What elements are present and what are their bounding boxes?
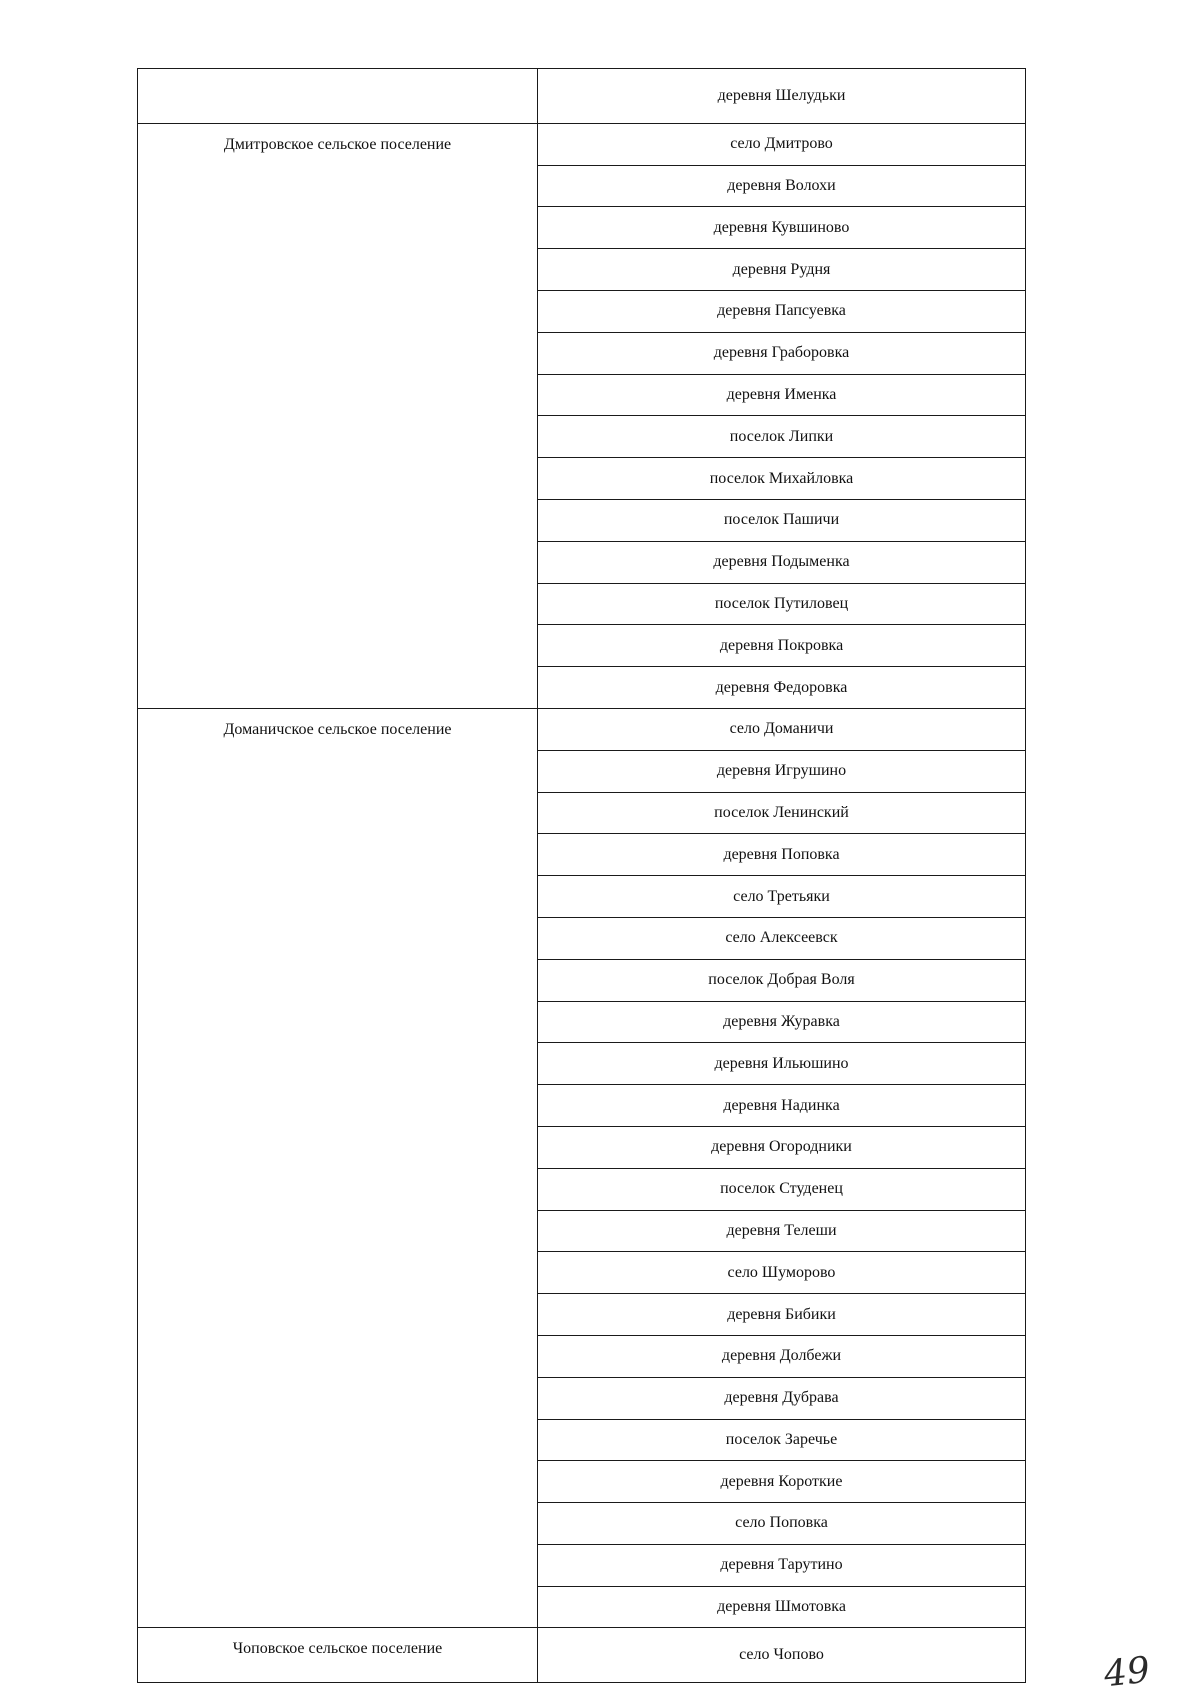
locality-cell: поселок Липки [538, 416, 1026, 458]
locality-cell: деревня Телеши [538, 1210, 1026, 1252]
table-row [138, 708, 1026, 750]
locality-cell: поселок Пашичи [538, 499, 1026, 541]
locality-cell: деревня Покровка [538, 625, 1026, 667]
locality-cell: деревня Шмотовка [538, 1586, 1026, 1628]
table-row [138, 69, 1026, 124]
locality-cell: деревня Федоровка [538, 667, 1026, 709]
locality-cell: деревня Шелудьки [538, 69, 1026, 124]
table-row [138, 1628, 1026, 1683]
locality-cell: деревня Игрушино [538, 750, 1026, 792]
locality-cell: деревня Именка [538, 374, 1026, 416]
locality-cell: село Шуморово [538, 1252, 1026, 1294]
locality-cell: село Алексеевск [538, 917, 1026, 959]
locality-cell: поселок Заречье [538, 1419, 1026, 1461]
table-row [138, 123, 1026, 165]
locality-cell: деревня Волохи [538, 165, 1026, 207]
settlement-name-cell: Дмитровское сельское поселение [138, 123, 538, 708]
locality-cell: деревня Долбежи [538, 1335, 1026, 1377]
locality-cell: деревня Бибики [538, 1294, 1026, 1336]
locality-cell: деревня Рудня [538, 249, 1026, 291]
locality-cell: село Поповка [538, 1503, 1026, 1545]
locality-cell: поселок Студенец [538, 1168, 1026, 1210]
locality-cell: поселок Добрая Воля [538, 959, 1026, 1001]
locality-cell: село Третьяки [538, 876, 1026, 918]
locality-cell: деревня Дубрава [538, 1377, 1026, 1419]
locality-cell: деревня Папсуевка [538, 290, 1026, 332]
page-number: 49 [1101, 1649, 1152, 1695]
settlements-table [137, 68, 1026, 1683]
settlement-name-cell [138, 69, 538, 124]
settlement-name-cell: Чоповское сельское поселение [138, 1628, 538, 1683]
locality-cell: деревня Короткие [538, 1461, 1026, 1503]
locality-cell: поселок Ленинский [538, 792, 1026, 834]
locality-cell: деревня Поповка [538, 834, 1026, 876]
locality-cell: деревня Граборовка [538, 332, 1026, 374]
locality-cell: деревня Надинка [538, 1085, 1026, 1127]
locality-cell: поселок Путиловец [538, 583, 1026, 625]
locality-cell: деревня Подыменка [538, 541, 1026, 583]
locality-cell: деревня Ильюшино [538, 1043, 1026, 1085]
table-body [138, 69, 1026, 1683]
locality-cell: село Дмитрово [538, 123, 1026, 165]
locality-cell: поселок Михайловка [538, 458, 1026, 500]
locality-cell: село Чопово [538, 1628, 1026, 1683]
locality-cell: деревня Кувшиново [538, 207, 1026, 249]
locality-cell: деревня Тарутино [538, 1544, 1026, 1586]
locality-cell: деревня Журавка [538, 1001, 1026, 1043]
settlement-name-cell: Доманичское сельское поселение [138, 708, 538, 1628]
locality-cell: село Доманичи [538, 708, 1026, 750]
locality-cell: деревня Огородники [538, 1126, 1026, 1168]
